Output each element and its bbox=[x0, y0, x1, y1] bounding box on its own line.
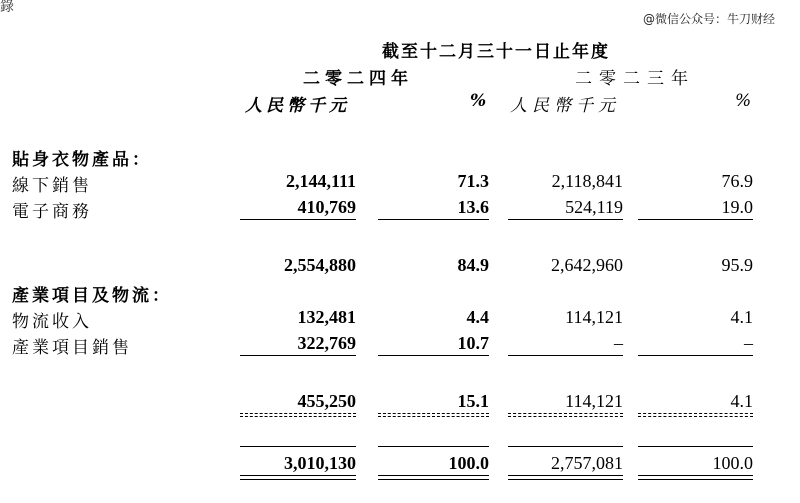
rule-line bbox=[378, 446, 489, 447]
rule-line bbox=[240, 446, 356, 447]
rule-line bbox=[508, 219, 623, 220]
section-label-intimate-wear: 貼身衣物產品： bbox=[12, 150, 152, 170]
percent-2024: 10.7 bbox=[457, 333, 489, 353]
value-2023: 524,119 bbox=[565, 197, 623, 217]
year-2023-heading: 二零二三年 bbox=[575, 69, 695, 89]
value-2024: 2,144,111 bbox=[285, 171, 356, 191]
double-rule bbox=[378, 475, 489, 480]
subtotal-2023: 2,642,960 bbox=[551, 255, 623, 275]
value-2023: 114,121 bbox=[565, 307, 623, 327]
unit-2023-heading: 人民幣千元 bbox=[510, 96, 620, 116]
double-rule bbox=[638, 475, 753, 480]
subtotal-percent-2023: 4.1 bbox=[730, 391, 753, 411]
value-2023: 2,118,841 bbox=[551, 171, 623, 191]
rule-line bbox=[240, 355, 356, 356]
rule-line bbox=[378, 355, 489, 356]
row-label: 產業項目銷售 bbox=[12, 338, 132, 358]
unit-2024-heading: 人民幣千元 bbox=[245, 96, 350, 116]
dashed-rule bbox=[638, 413, 753, 414]
percent-2023: 76.9 bbox=[721, 171, 753, 191]
total-percent-2024: 100.0 bbox=[448, 453, 489, 473]
rule-line bbox=[508, 355, 623, 356]
row-label: 物流收入 bbox=[12, 312, 92, 332]
subtotal-percent-2023: 95.9 bbox=[721, 255, 753, 275]
dashed-rule bbox=[508, 416, 623, 417]
value-2024: 322,769 bbox=[297, 333, 356, 353]
total-2023: 2,757,081 bbox=[551, 453, 623, 473]
subtotal-2024: 2,554,880 bbox=[284, 255, 356, 275]
percent-2023: 4.1 bbox=[730, 307, 753, 327]
rule-line bbox=[638, 355, 753, 356]
dashed-rule bbox=[508, 413, 623, 414]
total-percent-2023: 100.0 bbox=[712, 453, 753, 473]
watermark: @微信公众号：牛刀财经 bbox=[643, 12, 776, 26]
percent-2024: 71.3 bbox=[457, 171, 489, 191]
percent-2024: 4.4 bbox=[466, 307, 489, 327]
rule-line bbox=[240, 219, 356, 220]
dashed-rule bbox=[638, 416, 753, 417]
percent-2024: 13.6 bbox=[457, 197, 489, 217]
dashed-rule bbox=[378, 416, 489, 417]
double-rule bbox=[240, 475, 356, 480]
pct-2023-heading: % bbox=[735, 91, 752, 111]
value-2024: 132,481 bbox=[297, 307, 356, 327]
period-heading: 截至十二月三十一日止年度 bbox=[382, 42, 610, 62]
rule-line bbox=[378, 219, 489, 220]
corner-mark: 錄 bbox=[0, 0, 14, 15]
dashed-rule bbox=[378, 413, 489, 414]
dashed-rule bbox=[240, 413, 356, 414]
subtotal-2024: 455,250 bbox=[297, 391, 356, 411]
section-label-industrial-logistics: 產業項目及物流： bbox=[12, 286, 172, 306]
subtotal-2023: 114,121 bbox=[565, 391, 623, 411]
dashed-rule bbox=[240, 416, 356, 417]
subtotal-percent-2024: 15.1 bbox=[457, 391, 489, 411]
year-2024-heading: 二零二四年 bbox=[303, 69, 413, 89]
rule-line bbox=[638, 446, 753, 447]
rule-line bbox=[508, 446, 623, 447]
double-rule bbox=[508, 475, 623, 480]
total-2024: 3,010,130 bbox=[284, 453, 356, 473]
pct-2024-heading: % bbox=[470, 91, 487, 111]
percent-2023: – bbox=[744, 333, 753, 353]
rule-line bbox=[638, 219, 753, 220]
value-2024: 410,769 bbox=[297, 197, 356, 217]
subtotal-percent-2024: 84.9 bbox=[457, 255, 489, 275]
row-label: 電子商務 bbox=[12, 202, 92, 222]
row-label: 線下銷售 bbox=[12, 176, 92, 196]
value-2023: – bbox=[614, 333, 623, 353]
percent-2023: 19.0 bbox=[721, 197, 753, 217]
